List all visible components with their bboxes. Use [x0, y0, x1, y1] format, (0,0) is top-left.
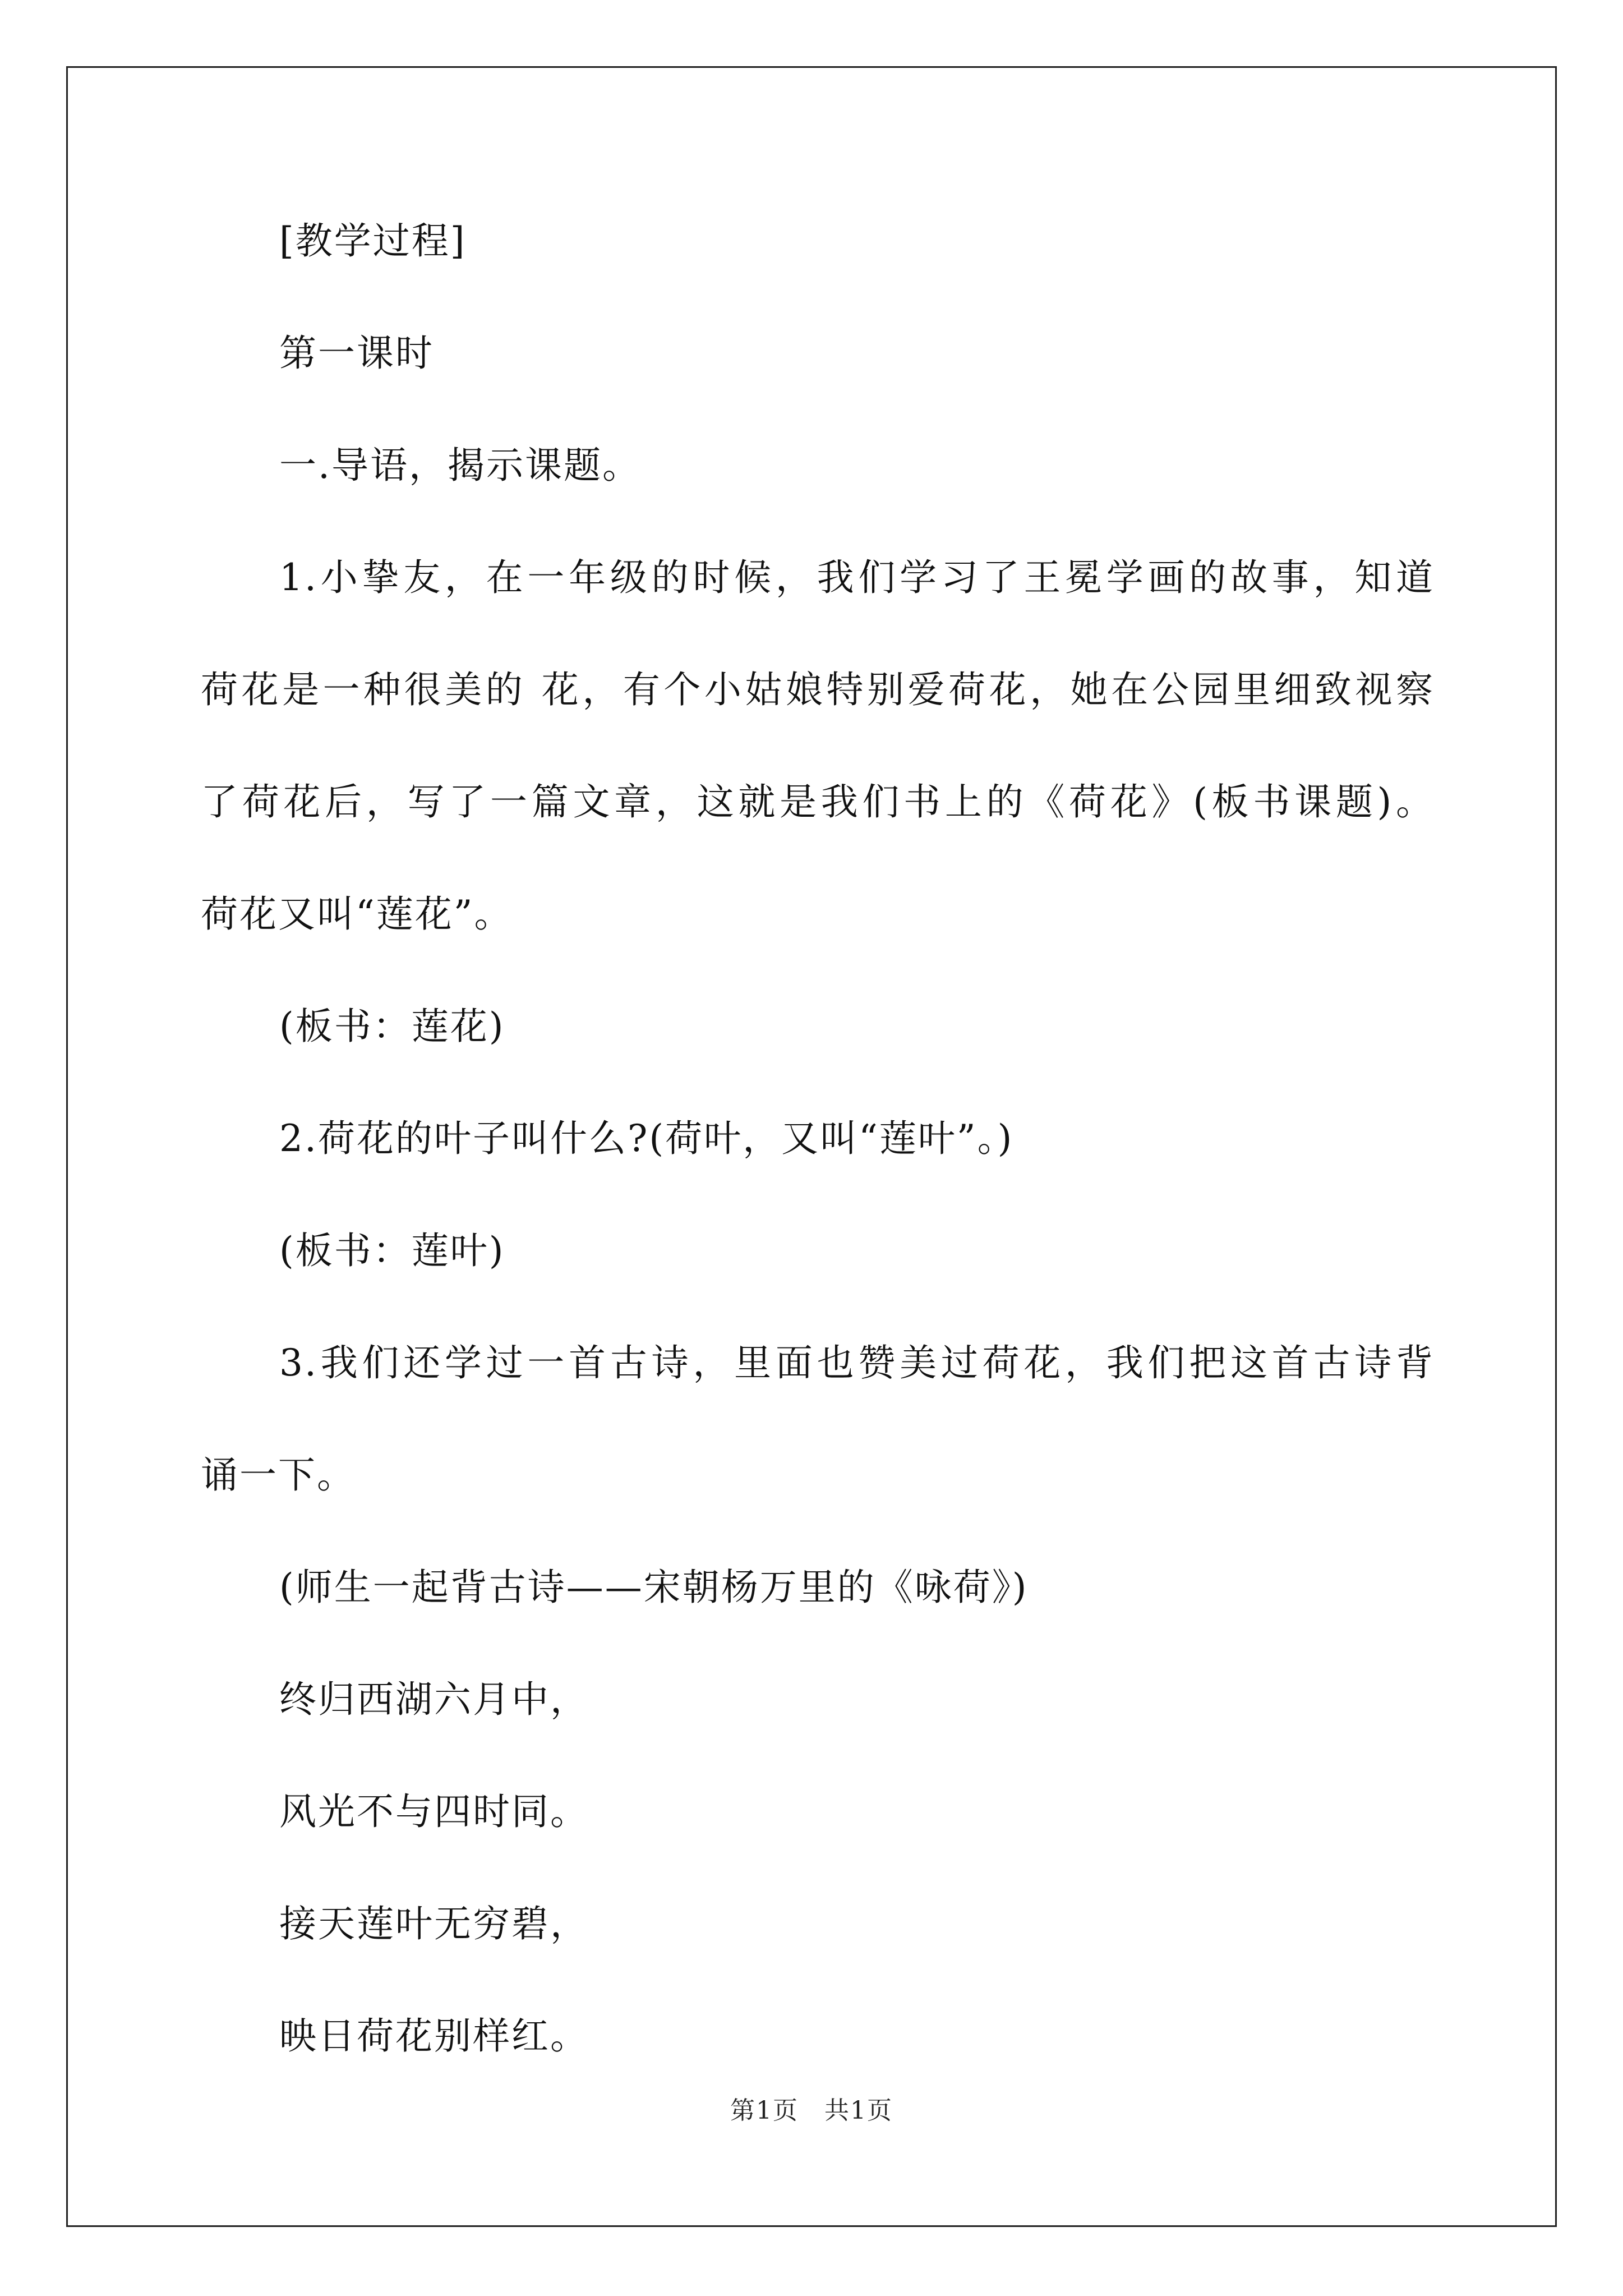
page-footer: 第1页 共1页	[730, 2096, 893, 2125]
poem-line: 风光不与四时同。	[279, 1790, 589, 1833]
paragraph-line: 了荷花后，写了一篇文章，这就是我们书上的《荷花》(板书课题)。	[201, 780, 1435, 823]
paragraph-line: 诵一下。	[201, 1453, 356, 1497]
section-heading: [教学过程]	[279, 219, 467, 263]
lesson-heading: 第一课时	[279, 332, 434, 375]
poem-line: 映日荷花别样红。	[279, 2014, 589, 2058]
poem-line: 接天莲叶无穷碧，	[279, 1902, 589, 1945]
paragraph-line: 3.我们还学过一首古诗，里面也赞美过荷花，我们把这首古诗背	[279, 1341, 1435, 1384]
paragraph-line: 荷花是一种很美的 花，有个小姑娘特别爱荷花，她在公园里细致视察	[201, 668, 1435, 711]
paragraph-line: 1.小挚友，在一年级的时候，我们学习了王冕学画的故事，知道	[279, 556, 1435, 599]
step-heading: 一.导语，揭示课题。	[279, 444, 641, 487]
paragraph-line: (师生一起背古诗——宋朝杨万里的《咏荷》)	[279, 1566, 1029, 1609]
paragraph-line: 荷花又叫“莲花”。	[201, 892, 513, 936]
blackboard-note: (板书：莲叶)	[279, 1229, 505, 1272]
paragraph-line: 2.荷花的叶子叫什么?(荷叶，又叫“莲叶”。)	[279, 1117, 1014, 1160]
blackboard-note: (板书：莲花)	[279, 1005, 505, 1048]
poem-line: 终归西湖六月中，	[279, 1678, 589, 1721]
